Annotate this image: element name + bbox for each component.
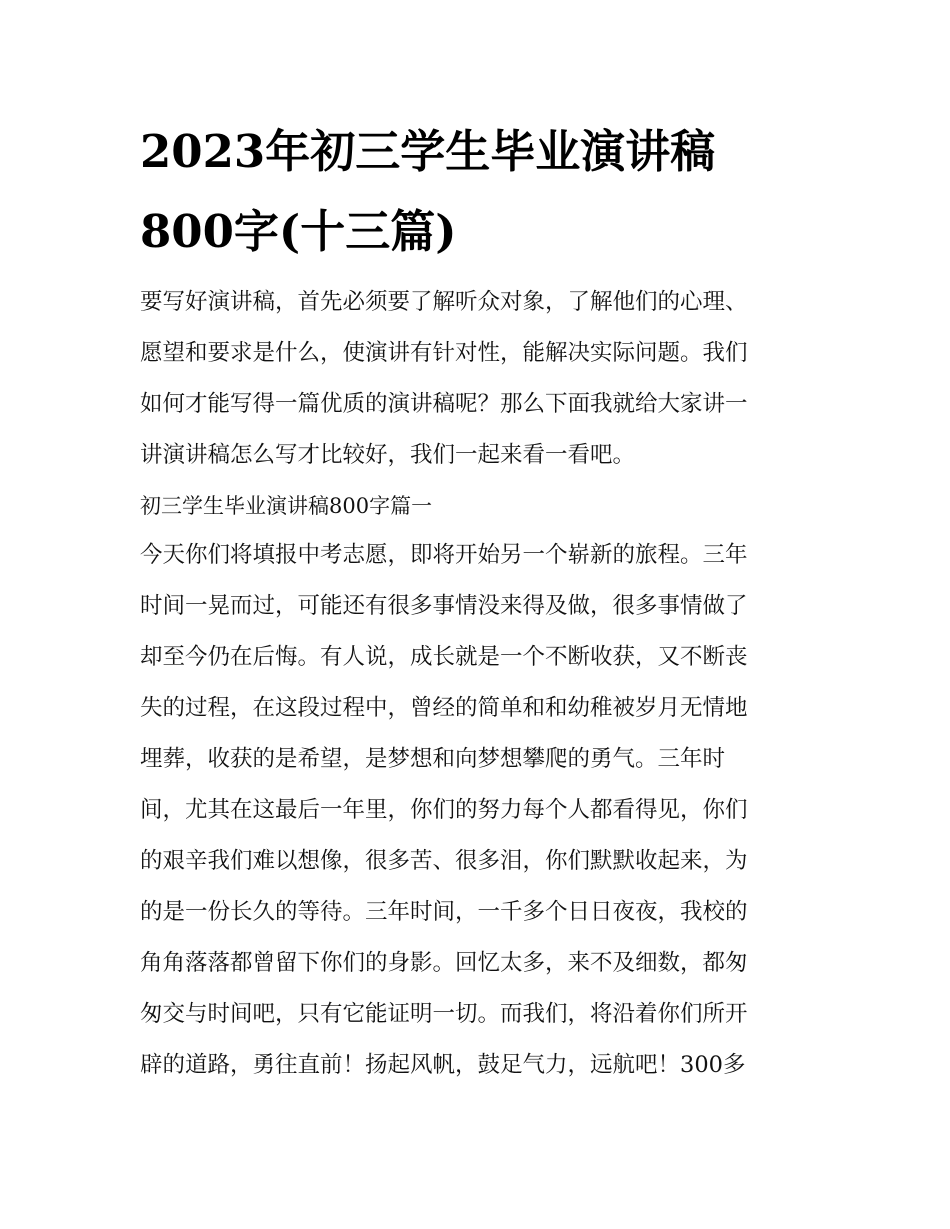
text-line: 辟的道路，勇往直前！扬起风帆，鼓足气力，远航吧！300多 — [140, 1052, 746, 1078]
text-line: 的艰辛我们难以想像，很多苦、很多泪，你们默默收起来，为 — [140, 848, 748, 874]
text-line: 时间一晃而过，可能还有很多事情没来得及做，很多事情做了 — [140, 593, 748, 619]
text-line: 却至今仍在后悔。有人说，成长就是一个不断收获，又不断丧 — [140, 644, 748, 670]
text-line: 的是一份长久的等待。三年时间，一千多个日日夜夜，我校的 — [140, 899, 748, 925]
text-line: 愿望和要求是什么，使演讲有针对性，能解决实际问题。我们 — [140, 340, 748, 366]
text-line: 埋葬，收获的是希望，是梦想和向梦想攀爬的勇气。三年时 — [140, 746, 726, 772]
document-title — [140, 112, 820, 272]
text-line: 要写好演讲稿，首先必须要了解听众对象，了解他们的心理、 — [140, 289, 748, 315]
text-line: 匆交与时间吧，只有它能证明一切。而我们，将沿着你们所开 — [140, 1001, 748, 1027]
text-line: 讲演讲稿怎么写才比较好，我们一起来看一看吧。 — [140, 442, 636, 468]
text-line: 失的过程，在这段过程中，曾经的简单和和幼稚被岁月无情地 — [140, 695, 748, 721]
text-line: 如何才能写得一篇优质的演讲稿呢？那么下面我就给大家讲一 — [140, 391, 748, 417]
text-line: 间，尤其在这最后一年里，你们的努力每个人都看得见，你们 — [140, 797, 748, 823]
title-line: 2023年初三学生毕业演讲稿 — [140, 125, 716, 178]
intro-paragraph — [140, 277, 830, 481]
text-line: 角角落落都曾留下你们的身影。回忆太多，来不及细数，都匆 — [140, 950, 748, 976]
title-line: 800字(十三篇) — [140, 205, 457, 258]
text-line: 今天你们将填报中考志愿，即将开始另一个崭新的旅程。三年 — [140, 542, 748, 568]
section-heading-text: 初三学生毕业演讲稿800字篇一 — [140, 494, 433, 518]
section-heading — [140, 481, 830, 532]
article-paragraph — [140, 530, 830, 1091]
